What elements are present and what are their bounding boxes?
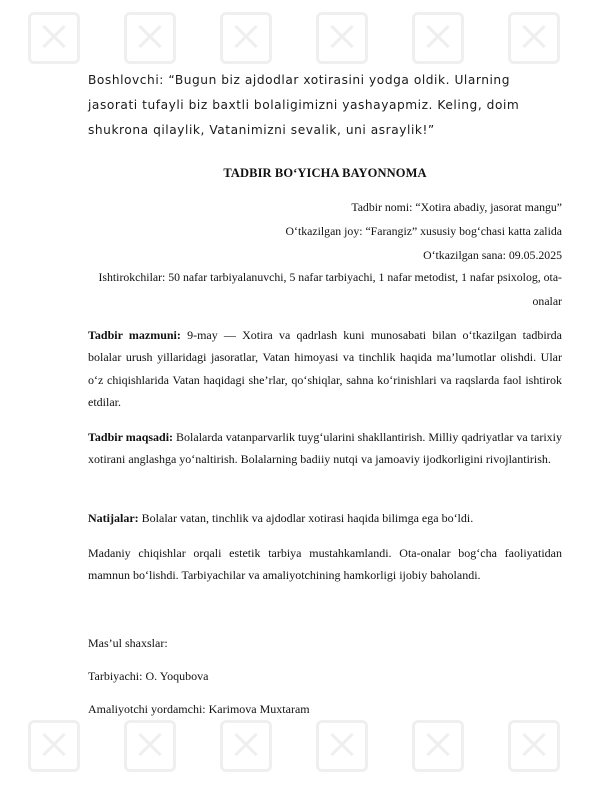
- watermark-logo-icon: [220, 12, 272, 64]
- watermark-logo-icon: [508, 720, 560, 772]
- content-label: Tadbir mazmuni:: [88, 328, 181, 342]
- results-label: Natijalar:: [88, 511, 139, 525]
- watermark-row: [0, 720, 612, 790]
- goal-paragraph: [88, 426, 562, 471]
- event-place: O‘tkazilgan joy: “Farangiz” xususiy bog‘chasi katta zalida: [285, 224, 562, 238]
- event-name: Tadbir nomi: “Xotira abadiy, jasorat mangu”: [351, 200, 562, 214]
- watermark-logo-icon: [28, 12, 80, 64]
- goal-text: Bolalarda vatanparvarlik tuyg‘ularini shakllantirish. Milliy qadriyatlar va tarixiy xotirani anglashga yo‘naltirish. Bolalarning badiiy nutqi va jamoaviy ijodkorligini rivojlantirish.: [88, 430, 562, 467]
- responsible-teacher: Tarbiyachi: O. Yoqubova: [88, 669, 209, 683]
- content-text: 9-may — Xotira va qadrlash kuni munosabati bilan o‘tkazilgan tadbirda bolalar urush yillaridagi jasoratlar, Vatan himoyasi va tinchlik haqida ma’lumotlar olishdi. Ular o‘z chiqishlarida Vatan haqidagi she’rlar, qo‘shiqlar, sahna ko‘rinishlari va raqslarda faol ishtirok etdilar.: [88, 328, 562, 410]
- event-date: O‘tkazilgan sana: 09.05.2025: [423, 248, 562, 262]
- watermark-logo-icon: [508, 12, 560, 64]
- content-paragraph: [88, 324, 562, 414]
- watermark-logo-icon: [28, 720, 80, 772]
- document-title: TADBIR BO‘YICHA BAYONNOMA: [223, 166, 427, 180]
- goal-label: Tadbir maqsadi:: [88, 430, 174, 444]
- watermark-logo-icon: [124, 720, 176, 772]
- watermark-logo-icon: [124, 12, 176, 64]
- watermark-logo-icon: [316, 720, 368, 772]
- watermark-logo-icon: [316, 12, 368, 64]
- results-text: Bolalar vatan, tinchlik va ajdodlar xotirasi haqida bilimga ega bo‘ldi.: [138, 511, 474, 525]
- host-closing-quote: Boshlovchi: “Bugun biz ajdodlar xotirasini yodga oldik. Ularning jasorati tufayli biz baxtli bolaligimizni yashayapmiz. Keling, doim shukrona qilaylik, Vatanimizni sevalik, uni asraylik!”: [88, 73, 520, 137]
- watermark-logo-icon: [220, 720, 272, 772]
- event-participants: Ishtirokchilar: 50 nafar tarbiyalanuvchi, 5 nafar tarbiyachi, 1 nafar metodist, 1 nafar psixolog, ota-onalar: [98, 270, 562, 308]
- watermark-logo-icon: [412, 12, 464, 64]
- responsible-assistant: Amaliyotchi yordamchi: Karimova Muxtaram: [88, 702, 310, 716]
- responsible-heading: Mas’ul shaxslar:: [88, 636, 168, 650]
- results-paragraph: [88, 507, 562, 529]
- cultural-paragraph: Madaniy chiqishlar orqali estetik tarbiya mustahkamlandi. Ota-onalar bog‘cha faoliyatidan mamnun bo‘lishdi. Tarbiyachilar va amaliyotchining hamkorligi ijobiy baholandi.: [88, 546, 562, 583]
- watermark-logo-icon: [412, 720, 464, 772]
